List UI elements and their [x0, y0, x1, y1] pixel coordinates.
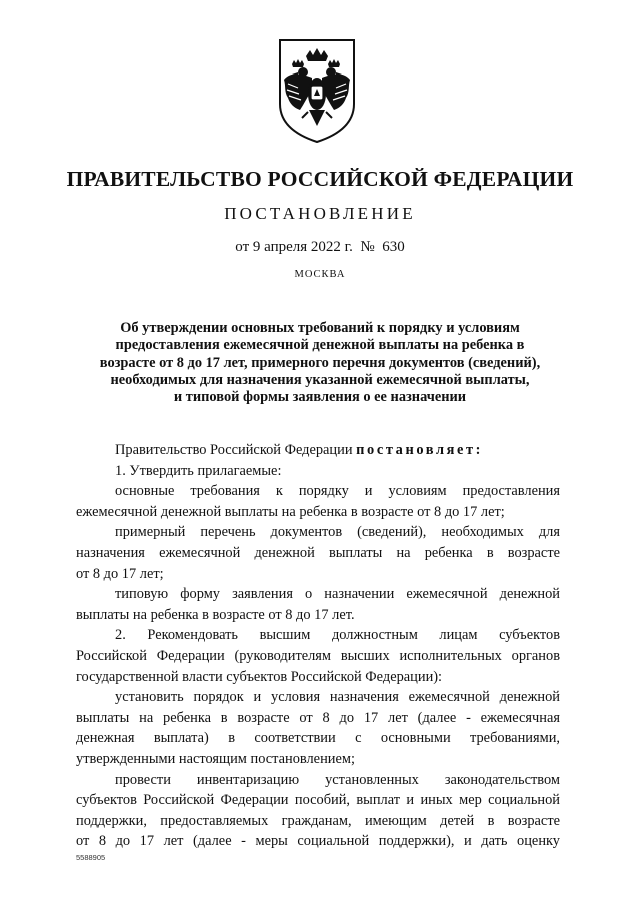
heading-line: необходимых для назначения указанной ежемесячной выплаты, — [110, 371, 530, 388]
paragraph-application-form — [76, 584, 560, 625]
text-line: 2. Рекомендовать высшим должностным лицам субъектов — [115, 627, 560, 644]
text-line: провести инвентаризацию установленных законодательством — [115, 771, 560, 788]
decree-date-number: от 9 апреля 2022 г. № 630 — [235, 239, 405, 255]
document-code: 5588905 — [76, 853, 106, 862]
heading-line: возрасте от 8 до 17 лет, примерного перечня документов (сведений), — [99, 354, 541, 371]
text-line: Российской Федерации (руководителям высших исполнительных органов — [76, 647, 560, 664]
government-title: ПРАВИТЕЛЬСТВО РОССИЙСКОЙ ФЕДЕРАЦИИ — [66, 167, 574, 191]
text-line: субъектов Российской Федерации пособий, выплат и иных мер социальной — [76, 792, 560, 809]
heading-line: и типовой формы заявления о ее назначении — [173, 389, 467, 406]
text-line: типовую форму заявления о назначении ежемесячной денежной — [115, 586, 560, 603]
decree-body — [76, 440, 560, 852]
paragraph-establish-procedure — [76, 687, 560, 769]
decree-city: МОСКВА — [294, 269, 346, 280]
paragraph-requirements — [76, 481, 560, 522]
paragraph-item-2 — [76, 625, 560, 687]
text-line: денежная выплата) в соответствии с основными требованиями, — [76, 730, 560, 747]
text-line: ежемесячной денежной выплаты на ребенка в возрасте от 8 до 17 лет; — [76, 503, 505, 520]
text-line: выплаты на ребенка в возрасте от 8 до 17 лет (далее - ежемесячная — [76, 709, 560, 726]
paragraph-inventory — [76, 770, 560, 852]
paragraph-preamble — [76, 440, 560, 461]
text-line: государственной власти субъектов Российской Федерации): — [76, 668, 443, 685]
decree-heading — [80, 320, 560, 406]
decree-label: ПОСТАНОВЛЕНИЕ — [224, 204, 416, 223]
paragraph-documents-list — [76, 522, 560, 584]
preamble-resolves: постановляет: — [356, 442, 484, 458]
text-line: поддержки, предоставляемых гражданам, имеющим детей в возрасте — [76, 812, 560, 829]
text-line: назначения ежемесячной денежной выплаты на ребенка в возрасте — [76, 544, 560, 561]
text-line: утвержденными настоящим постановлением; — [76, 750, 355, 767]
text-line: установить порядок и условия назначения ежемесячной денежной — [115, 689, 560, 706]
coat-of-arms-icon — [276, 38, 358, 144]
text-line: от 8 до 17 лет (далее - меры социальной поддержки), и дать оценку — [76, 833, 560, 850]
heading-line: предоставления ежемесячной денежной выплаты на ребенка в — [115, 337, 525, 354]
text-line: выплаты на ребенка в возрасте от 8 до 17 лет. — [76, 606, 355, 623]
preamble-text: Правительство Российской Федерации — [115, 442, 357, 458]
text-line: от 8 до 17 лет; — [76, 565, 164, 582]
heading-line: Об утверждении основных требований к порядку и условиям — [120, 320, 520, 336]
text-line: примерный перечень документов (сведений), необходимых для — [115, 524, 560, 541]
text-line: основные требования к порядку и условиям предоставления — [115, 483, 560, 500]
paragraph-item-1: 1. Утвердить прилагаемые: — [115, 462, 282, 479]
